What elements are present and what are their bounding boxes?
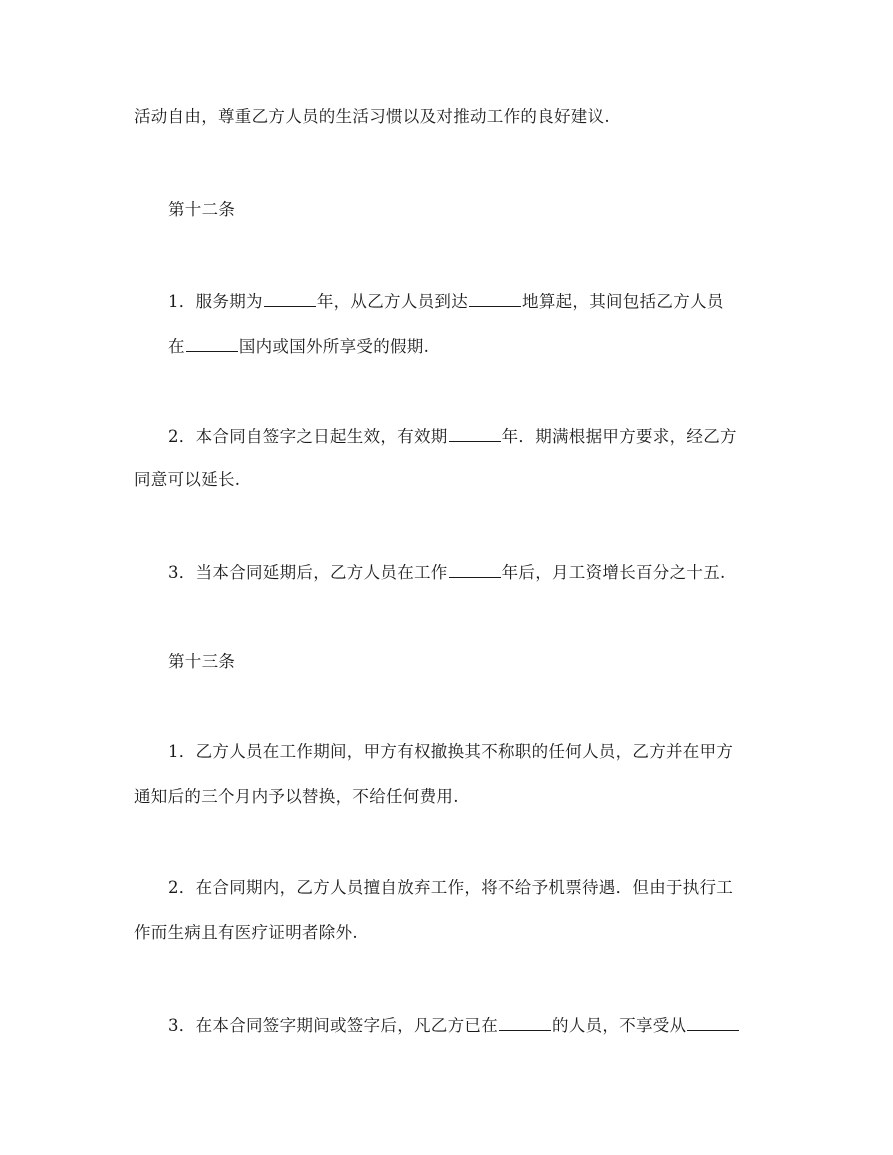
fill-in-blank xyxy=(449,424,501,442)
clause-text: 通知后的三个月内予以替换，不给任何费用. xyxy=(134,787,459,806)
article-13-item-2-line-2 xyxy=(134,922,358,944)
article-13-item-1-line-1 xyxy=(168,741,733,763)
article-12-item-2-line-1 xyxy=(168,424,737,448)
clause-text: 1．乙方人员在工作期间，甲方有权撤换其不称职的任何人员，乙方并在甲方 xyxy=(168,742,734,761)
article-12-item-1-line-2 xyxy=(168,334,429,358)
clause-text: 年．期满根据甲方要求，经乙方 xyxy=(501,427,737,446)
article-12-item-3 xyxy=(168,560,726,584)
paragraph-continuation xyxy=(134,106,610,128)
clause-text: 1．服务期为 xyxy=(168,292,263,311)
fill-in-blank xyxy=(687,1013,739,1031)
fill-in-blank xyxy=(469,289,521,307)
clause-text: 年后，月工资增长百分之十五. xyxy=(501,563,726,582)
clause-text: 作而生病且有医疗证明者除外. xyxy=(134,923,358,942)
clause-text: 年，从乙方人员到达 xyxy=(316,292,469,311)
article-12-item-1-line-1 xyxy=(168,289,724,313)
article-13-item-1-line-2 xyxy=(134,786,459,808)
clause-text: 的人员，不享受从 xyxy=(552,1016,687,1035)
clause-text: 同意可以延长. xyxy=(134,470,241,489)
fill-in-blank xyxy=(499,1013,551,1031)
clause-text: 国内或国外所享受的假期. xyxy=(238,337,430,356)
fill-in-blank xyxy=(449,560,501,578)
article-13-heading xyxy=(168,651,235,673)
article-13-item-2-line-1 xyxy=(168,877,733,899)
clause-text: 3．在本合同签字期间或签字后，凡乙方已在 xyxy=(168,1016,498,1035)
article-12-heading xyxy=(168,199,235,221)
article-12-item-2-line-2 xyxy=(134,469,240,491)
clause-text: 3．当本合同延期后，乙方人员在工作 xyxy=(168,563,448,582)
article-13-item-3 xyxy=(168,1013,740,1037)
clause-text: 2．本合同自签字之日起生效，有效期 xyxy=(168,427,448,446)
fill-in-blank xyxy=(186,334,238,352)
heading-text: 第十二条 xyxy=(168,200,236,219)
clause-text: 2．在合同期内，乙方人员擅自放弃工作，将不给予机票待遇．但由于执行工 xyxy=(168,878,734,897)
heading-text: 第十三条 xyxy=(168,652,236,671)
fill-in-blank xyxy=(264,289,316,307)
paragraph-text: 活动自由，尊重乙方人员的生活习惯以及对推动工作的良好建议. xyxy=(134,107,610,126)
clause-text: 在 xyxy=(168,337,185,356)
clause-text: 地算起，其间包括乙方人员 xyxy=(522,292,724,311)
